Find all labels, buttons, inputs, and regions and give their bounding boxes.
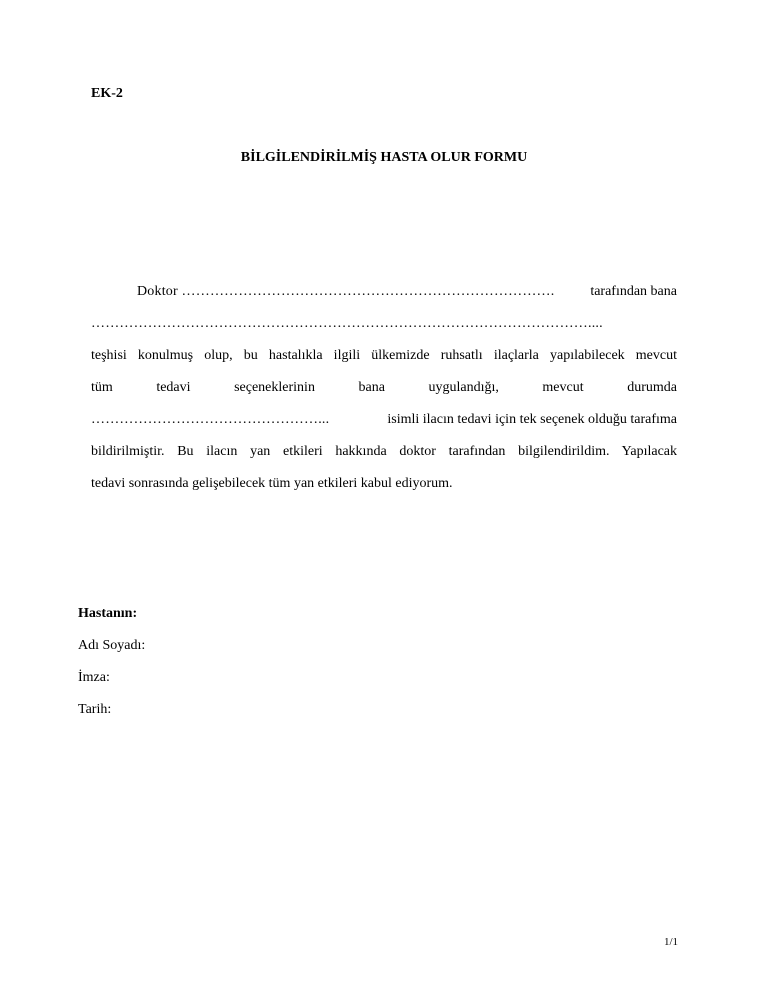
diagnosis-blank: …………………………………………………………………………………………….... <box>91 316 603 331</box>
paragraph-line-1 <box>91 283 677 301</box>
paragraph-line-3: teşhisi konulmuş olup, bu hastalıkla ilgili ülkemizde ruhsatlı ilaçlarla yapılabilecek mevcut <box>91 348 677 363</box>
line-4-word: durumda <box>627 380 677 395</box>
line-4-word: seçeneklerinin <box>234 380 315 395</box>
paragraph-line-5-end: isimli ilacın tedavi için tek seçenek olduğu tarafıma <box>387 412 677 427</box>
drug-name-blank: …………………………………………... <box>91 412 330 427</box>
name-label: Adı Soyadı: <box>78 638 146 653</box>
line-4-word: mevcut <box>542 380 584 395</box>
line-4-word: uygulandığı, <box>428 380 499 395</box>
line-4-word: tedavi <box>156 380 191 395</box>
paragraph-line-7: tedavi sonrasında gelişebilecek tüm yan etkileri kabul ediyorum. <box>91 476 453 491</box>
signature-label: İmza: <box>78 670 110 685</box>
patient-heading: Hastanın: <box>78 606 138 621</box>
annex-label: EK-2 <box>91 86 123 101</box>
form-title: BİLGİLENDİRİLMİŞ HASTA OLUR FORMU <box>240 150 528 165</box>
line-4-word: bana <box>358 380 385 395</box>
page-number: 1/1 <box>663 936 678 948</box>
paragraph-line-4 <box>91 379 677 397</box>
paragraph-line-1-end: tarafından bana <box>590 284 677 299</box>
date-label: Tarih: <box>78 702 112 717</box>
doctor-name-blank: Doktor ……………………………………………………………………. <box>137 284 555 299</box>
line-4-word: tüm <box>91 380 113 395</box>
paragraph-line-6: bildirilmiştir. Bu ilacın yan etkileri hakkında doktor tarafından bilgilendirildim. Yapılacak <box>91 444 677 459</box>
paragraph-line-5 <box>91 411 677 429</box>
